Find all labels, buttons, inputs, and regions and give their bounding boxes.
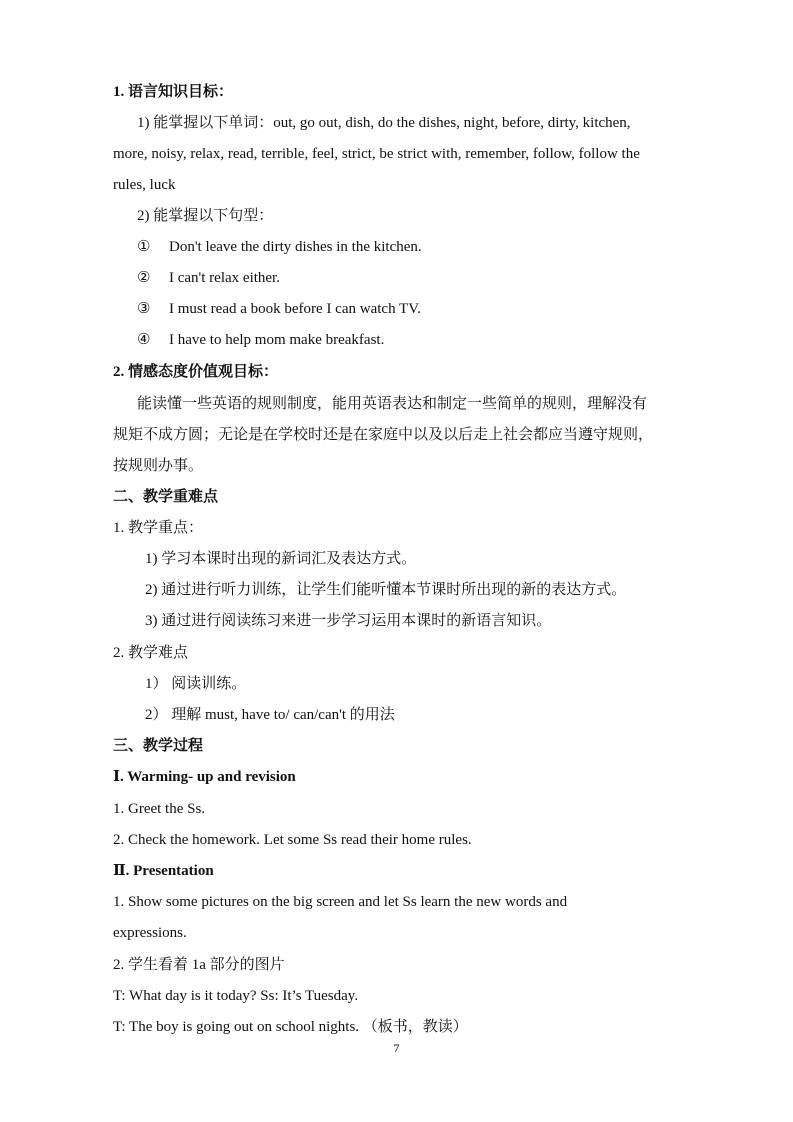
emotion-line-3: 按规则办事。 xyxy=(113,456,204,474)
section-heading-process: 三、教学过程 xyxy=(113,738,204,754)
warmup-item: 1. Greet the Ss. xyxy=(113,801,206,817)
difficulty-heading: 2. 教学难点 xyxy=(113,645,189,661)
focus-item: 2) 通过进行听力训练，让学生们能听懂本节课时所出现的新的表达方式。 xyxy=(145,582,627,598)
presentation-item-2: 2. 学生看着 1a 部分的图片 xyxy=(113,957,285,973)
pattern-item xyxy=(137,237,422,257)
pattern-item xyxy=(137,299,421,319)
pattern-text: Don't leave the dirty dishes in the kitchen. xyxy=(169,239,422,255)
presentation-item-1-line-1: 1. Show some pictures on the big screen and let Ss learn the new words and xyxy=(113,894,568,910)
vocab-line-3: rules, luck xyxy=(113,177,176,193)
warmup-heading: Ⅰ. Warming- up and revision xyxy=(113,769,296,785)
section-heading-key-points: 二、教学重难点 xyxy=(113,489,219,505)
vocab-line-1: 1) 能掌握以下单词：out, go out, dish, do the dishes, night, before, dirty, kitchen, xyxy=(137,115,631,131)
presentation-heading: Ⅱ. Presentation xyxy=(113,863,214,879)
difficulty-item: 2） 理解 must, have to/ can/can't 的用法 xyxy=(145,707,395,723)
circled-number-marker: ③ xyxy=(137,301,151,317)
pattern-item xyxy=(137,268,280,288)
focus-heading: 1. 教学重点： xyxy=(113,520,204,536)
focus-item: 1) 学习本课时出现的新词汇及表达方式。 xyxy=(145,551,417,567)
circled-number-marker: ② xyxy=(137,270,151,286)
dialog-line: T: The boy is going out on school nights. （板书，教读） xyxy=(113,1019,468,1035)
warmup-item: 2. Check the homework. Let some Ss read their home rules. xyxy=(113,832,472,848)
language-goals-heading: 1. 语言知识目标： xyxy=(113,84,234,100)
emotion-line-2: 规矩不成方圆；无论是在学校时还是在家庭中以及以后走上社会都应当遵守规则， xyxy=(113,425,654,443)
pattern-intro: 2) 能掌握以下句型： xyxy=(137,208,274,224)
emotion-line-1: 能读懂一些英语的规则制度，能用英语表达和制定一些简单的规则，理解没有 xyxy=(137,394,648,412)
presentation-item-1-line-2: expressions. xyxy=(113,925,187,941)
pattern-text: I have to help mom make breakfast. xyxy=(169,332,385,348)
focus-item: 3) 通过进行阅读练习来进一步学习运用本课时的新语言知识。 xyxy=(145,613,552,629)
pattern-text: I can't relax either. xyxy=(169,270,280,286)
pattern-text: I must read a book before I can watch TV. xyxy=(169,301,421,317)
circled-number-marker: ① xyxy=(137,239,151,255)
difficulty-item: 1） 阅读训练。 xyxy=(145,676,247,692)
circled-number-marker: ④ xyxy=(137,332,151,348)
dialog-line: T: What day is it today? Ss: It’s Tuesday. xyxy=(113,988,359,1004)
emotion-goals-heading: 2. 情感态度价值观目标： xyxy=(113,364,279,380)
pattern-item xyxy=(137,330,384,350)
page-number: 7 xyxy=(393,1041,400,1055)
vocab-line-2: more, noisy, relax, read, terrible, feel, strict, be strict with, remember, follow, follow the xyxy=(113,146,640,162)
